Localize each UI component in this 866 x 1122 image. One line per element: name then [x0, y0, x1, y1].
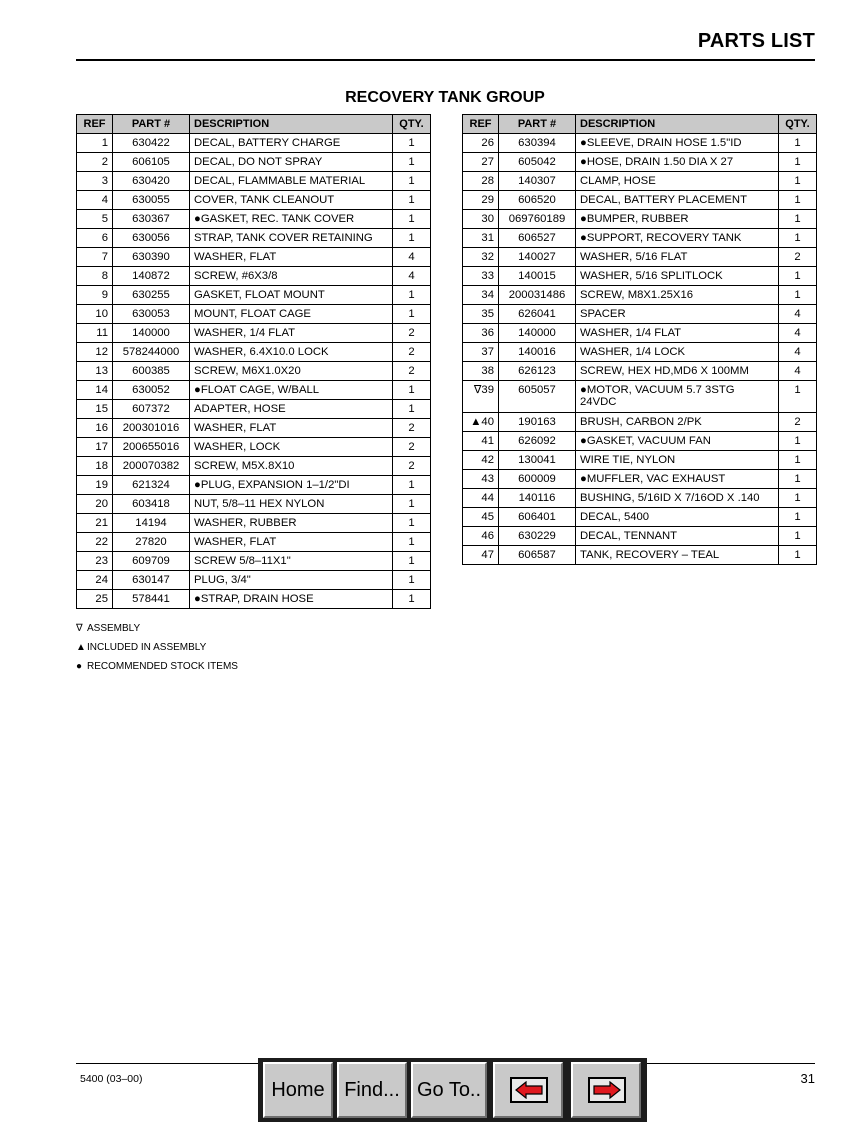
- doc-code: 5400 (03–00): [80, 1073, 143, 1085]
- description-cell: DECAL, 5400: [576, 508, 779, 527]
- qty-cell: 1: [779, 508, 817, 527]
- qty-cell: 1: [779, 470, 817, 489]
- ref-cell: 7: [77, 248, 113, 267]
- table-row: [463, 210, 817, 229]
- ref-cell: 17: [77, 438, 113, 457]
- description-cell: SCREW, M5X.8X10: [190, 457, 393, 476]
- ref-cell: ▲40: [463, 413, 499, 432]
- qty-cell: 1: [393, 381, 431, 400]
- qty-cell: 1: [779, 489, 817, 508]
- qty-cell: 2: [779, 413, 817, 432]
- description-cell: WASHER, 1/4 FLAT: [576, 324, 779, 343]
- qty-cell: 1: [779, 546, 817, 565]
- table-row: [463, 305, 817, 324]
- table-row: [463, 267, 817, 286]
- description-cell: ●MOTOR, VACUUM 5.7 3STG 24VDC: [576, 381, 779, 413]
- ref-cell: 36: [463, 324, 499, 343]
- description-cell: ●HOSE, DRAIN 1.50 DIA X 27: [576, 153, 779, 172]
- part-number-cell: 606401: [499, 508, 576, 527]
- part-number-cell: 578244000: [113, 343, 190, 362]
- table-row: [77, 134, 431, 153]
- qty-cell: 4: [779, 305, 817, 324]
- description-cell: SCREW, #6X3/8: [190, 267, 393, 286]
- qty-cell: 1: [779, 451, 817, 470]
- ref-cell: 24: [77, 571, 113, 590]
- description-cell: ●PLUG, EXPANSION 1–1/2"DI: [190, 476, 393, 495]
- description-cell: WASHER, 5/16 FLAT: [576, 248, 779, 267]
- ref-cell: 30: [463, 210, 499, 229]
- description-cell: ●MUFFLER, VAC EXHAUST: [576, 470, 779, 489]
- ref-cell: 28: [463, 172, 499, 191]
- table-row: [463, 432, 817, 451]
- legend-text: ASSEMBLY: [87, 623, 141, 634]
- table-row: [77, 153, 431, 172]
- stock-symbol: ●: [76, 661, 83, 672]
- description-cell: WASHER, RUBBER: [190, 514, 393, 533]
- table-row: [463, 527, 817, 546]
- part-number-cell: 606520: [499, 191, 576, 210]
- qty-cell: 1: [779, 527, 817, 546]
- table-row: [77, 590, 431, 609]
- part-number-cell: 607372: [113, 400, 190, 419]
- ref-cell: 44: [463, 489, 499, 508]
- part-number-cell: 130041: [499, 451, 576, 470]
- ref-cell: 29: [463, 191, 499, 210]
- qty-cell: 1: [393, 476, 431, 495]
- qty-cell: 4: [779, 362, 817, 381]
- description-cell: GASKET, FLOAT MOUNT: [190, 286, 393, 305]
- ref-cell: 6: [77, 229, 113, 248]
- ref-cell: 27: [463, 153, 499, 172]
- description-cell: MOUNT, FLOAT CAGE: [190, 305, 393, 324]
- qty-cell: 1: [779, 153, 817, 172]
- part-number-cell: 190163: [499, 413, 576, 432]
- part-number-cell: 630055: [113, 191, 190, 210]
- qty-cell: 1: [779, 286, 817, 305]
- table-row: [77, 381, 431, 400]
- part-number-cell: 069760189: [499, 210, 576, 229]
- description-cell: SCREW, HEX HD,MD6 X 100MM: [576, 362, 779, 381]
- ref-cell: 11: [77, 324, 113, 343]
- previous-page-button[interactable]: [493, 1062, 563, 1118]
- home-button[interactable]: Home: [263, 1062, 333, 1118]
- part-number-cell: 606587: [499, 546, 576, 565]
- col-ref: REF: [463, 115, 499, 134]
- description-cell: WIRE TIE, NYLON: [576, 451, 779, 470]
- ref-cell: 42: [463, 451, 499, 470]
- table-row: [463, 381, 817, 413]
- header-rule: [76, 59, 815, 61]
- qty-cell: 1: [393, 191, 431, 210]
- ref-cell: 4: [77, 191, 113, 210]
- qty-cell: 1: [393, 153, 431, 172]
- ref-cell: 15: [77, 400, 113, 419]
- legend-text: INCLUDED IN ASSEMBLY: [87, 642, 207, 653]
- part-number-cell: 609709: [113, 552, 190, 571]
- table-row: [463, 508, 817, 527]
- ref-cell: 2: [77, 153, 113, 172]
- parts-table-right: [462, 114, 817, 565]
- part-number-cell: 578441: [113, 590, 190, 609]
- table-row: [463, 470, 817, 489]
- table-row: [463, 134, 817, 153]
- left-arrow-icon: [510, 1077, 548, 1103]
- table-row: [77, 571, 431, 590]
- qty-cell: 1: [779, 267, 817, 286]
- legend-text: RECOMMENDED STOCK ITEMS: [87, 661, 238, 672]
- part-number-cell: 630420: [113, 172, 190, 191]
- qty-cell: 1: [393, 172, 431, 191]
- included-symbol: ▲: [76, 642, 86, 653]
- find-button[interactable]: Find...: [337, 1062, 407, 1118]
- description-cell: SCREW 5/8–11X1": [190, 552, 393, 571]
- table-row: [77, 248, 431, 267]
- col-part: PART #: [499, 115, 576, 134]
- part-number-cell: 630367: [113, 210, 190, 229]
- part-number-cell: 605042: [499, 153, 576, 172]
- part-number-cell: 600009: [499, 470, 576, 489]
- ref-cell: 10: [77, 305, 113, 324]
- part-number-cell: 14194: [113, 514, 190, 533]
- description-cell: WASHER, LOCK: [190, 438, 393, 457]
- description-cell: CLAMP, HOSE: [576, 172, 779, 191]
- table-row: [77, 267, 431, 286]
- ref-cell: 38: [463, 362, 499, 381]
- qty-cell: 1: [779, 210, 817, 229]
- part-number-cell: 200655016: [113, 438, 190, 457]
- table-row: [463, 343, 817, 362]
- table-row: [463, 324, 817, 343]
- table-row: [463, 546, 817, 565]
- table-row: [77, 324, 431, 343]
- qty-cell: 2: [393, 343, 431, 362]
- qty-cell: 4: [393, 248, 431, 267]
- ref-cell: 35: [463, 305, 499, 324]
- table-row: [77, 495, 431, 514]
- description-cell: COVER, TANK CLEANOUT: [190, 191, 393, 210]
- table-row: [463, 191, 817, 210]
- table-row: [463, 362, 817, 381]
- description-cell: DECAL, DO NOT SPRAY: [190, 153, 393, 172]
- qty-cell: 1: [393, 229, 431, 248]
- ref-cell: 23: [77, 552, 113, 571]
- description-cell: DECAL, BATTERY CHARGE: [190, 134, 393, 153]
- description-cell: WASHER, FLAT: [190, 248, 393, 267]
- description-cell: ●SLEEVE, DRAIN HOSE 1.5"ID: [576, 134, 779, 153]
- description-cell: ●SUPPORT, RECOVERY TANK: [576, 229, 779, 248]
- ref-cell: 20: [77, 495, 113, 514]
- page-title: PARTS LIST: [697, 30, 815, 52]
- qty-cell: 2: [393, 362, 431, 381]
- qty-cell: 1: [393, 495, 431, 514]
- description-cell: DECAL, FLAMMABLE MATERIAL: [190, 172, 393, 191]
- page-number: 31: [800, 1071, 815, 1086]
- qty-cell: 1: [779, 191, 817, 210]
- table-row: [77, 229, 431, 248]
- table-row: [463, 172, 817, 191]
- qty-cell: 1: [393, 400, 431, 419]
- qty-cell: 1: [779, 381, 817, 413]
- table-row: [77, 419, 431, 438]
- part-number-cell: 626123: [499, 362, 576, 381]
- part-number-cell: 626041: [499, 305, 576, 324]
- col-qty: QTY.: [779, 115, 817, 134]
- ref-cell: 43: [463, 470, 499, 489]
- description-cell: ●STRAP, DRAIN HOSE: [190, 590, 393, 609]
- ref-cell: 26: [463, 134, 499, 153]
- part-number-cell: 200070382: [113, 457, 190, 476]
- ref-cell: 34: [463, 286, 499, 305]
- part-number-cell: 603418: [113, 495, 190, 514]
- qty-cell: 1: [393, 514, 431, 533]
- table-row: [77, 343, 431, 362]
- qty-cell: 1: [779, 134, 817, 153]
- qty-cell: 1: [393, 134, 431, 153]
- table-row: [463, 229, 817, 248]
- ref-cell: 19: [77, 476, 113, 495]
- part-number-cell: 630394: [499, 134, 576, 153]
- part-number-cell: 630390: [113, 248, 190, 267]
- col-description: DESCRIPTION: [190, 115, 393, 134]
- qty-cell: 1: [393, 571, 431, 590]
- qty-cell: 2: [393, 324, 431, 343]
- qty-cell: 2: [393, 438, 431, 457]
- col-part: PART #: [113, 115, 190, 134]
- ref-cell: 14: [77, 381, 113, 400]
- qty-cell: 1: [779, 229, 817, 248]
- table-row: [77, 210, 431, 229]
- table-row: [77, 286, 431, 305]
- col-qty: QTY.: [393, 115, 431, 134]
- part-number-cell: 27820: [113, 533, 190, 552]
- part-number-cell: 140027: [499, 248, 576, 267]
- next-page-button[interactable]: [571, 1062, 641, 1118]
- table-row: [77, 191, 431, 210]
- description-cell: WASHER, FLAT: [190, 419, 393, 438]
- description-cell: NUT, 5/8–11 HEX NYLON: [190, 495, 393, 514]
- table-row: [77, 172, 431, 191]
- part-number-cell: 600385: [113, 362, 190, 381]
- goto-button[interactable]: Go To..: [411, 1062, 487, 1118]
- qty-cell: 4: [779, 343, 817, 362]
- part-number-cell: 140000: [499, 324, 576, 343]
- parts-table-left: [76, 114, 431, 609]
- table-row: [77, 533, 431, 552]
- legend: [76, 619, 238, 676]
- table-row: [77, 514, 431, 533]
- description-cell: TANK, RECOVERY – TEAL: [576, 546, 779, 565]
- ref-cell: 46: [463, 527, 499, 546]
- part-number-cell: 140116: [499, 489, 576, 508]
- right-arrow-icon: [588, 1077, 626, 1103]
- description-cell: PLUG, 3/4": [190, 571, 393, 590]
- group-title: RECOVERY TANK GROUP: [345, 89, 545, 106]
- part-number-cell: 630229: [499, 527, 576, 546]
- table-row: [463, 489, 817, 508]
- qty-cell: 1: [393, 533, 431, 552]
- part-number-cell: 140016: [499, 343, 576, 362]
- description-cell: ●GASKET, VACUUM FAN: [576, 432, 779, 451]
- ref-cell: 12: [77, 343, 113, 362]
- table-row: [77, 362, 431, 381]
- part-number-cell: 630053: [113, 305, 190, 324]
- legend-item-stock: [76, 657, 238, 676]
- ref-cell: 18: [77, 457, 113, 476]
- description-cell: BRUSH, CARBON 2/PK: [576, 413, 779, 432]
- ref-cell: ∇39: [463, 381, 499, 413]
- ref-cell: 9: [77, 286, 113, 305]
- description-cell: ●BUMPER, RUBBER: [576, 210, 779, 229]
- ref-cell: 8: [77, 267, 113, 286]
- table-row: [77, 457, 431, 476]
- table-row: [463, 451, 817, 470]
- table-row: [77, 400, 431, 419]
- table-row: [77, 552, 431, 571]
- qty-cell: 2: [393, 419, 431, 438]
- table-row: [463, 286, 817, 305]
- part-number-cell: 140872: [113, 267, 190, 286]
- description-cell: DECAL, BATTERY PLACEMENT: [576, 191, 779, 210]
- description-cell: SPACER: [576, 305, 779, 324]
- description-cell: WASHER, 1/4 FLAT: [190, 324, 393, 343]
- ref-cell: 45: [463, 508, 499, 527]
- part-number-cell: 140000: [113, 324, 190, 343]
- ref-cell: 41: [463, 432, 499, 451]
- part-number-cell: 140015: [499, 267, 576, 286]
- ref-cell: 22: [77, 533, 113, 552]
- qty-cell: 1: [393, 552, 431, 571]
- part-number-cell: 630147: [113, 571, 190, 590]
- table-header-row: [77, 115, 431, 134]
- part-number-cell: 630056: [113, 229, 190, 248]
- navigation-bar: [258, 1058, 647, 1122]
- qty-cell: 1: [393, 305, 431, 324]
- description-cell: ADAPTER, HOSE: [190, 400, 393, 419]
- qty-cell: 4: [393, 267, 431, 286]
- ref-cell: 1: [77, 134, 113, 153]
- part-number-cell: 621324: [113, 476, 190, 495]
- description-cell: SCREW, M6X1.0X20: [190, 362, 393, 381]
- qty-cell: 1: [779, 432, 817, 451]
- part-number-cell: 140307: [499, 172, 576, 191]
- part-number-cell: 200031486: [499, 286, 576, 305]
- description-cell: SCREW, M8X1.25X16: [576, 286, 779, 305]
- description-cell: DECAL, TENNANT: [576, 527, 779, 546]
- table-row: [77, 438, 431, 457]
- description-cell: STRAP, TANK COVER RETAINING: [190, 229, 393, 248]
- ref-cell: 32: [463, 248, 499, 267]
- description-cell: ●GASKET, REC. TANK COVER: [190, 210, 393, 229]
- qty-cell: 2: [393, 457, 431, 476]
- table-row: [463, 413, 817, 432]
- part-number-cell: 626092: [499, 432, 576, 451]
- col-ref: REF: [77, 115, 113, 134]
- qty-cell: 1: [393, 286, 431, 305]
- description-cell: WASHER, 6.4X10.0 LOCK: [190, 343, 393, 362]
- ref-cell: 33: [463, 267, 499, 286]
- assembly-symbol: ∇: [76, 623, 83, 634]
- description-cell: BUSHING, 5/16ID X 7/16OD X .140: [576, 489, 779, 508]
- qty-cell: 1: [393, 210, 431, 229]
- part-number-cell: 606105: [113, 153, 190, 172]
- table-row: [77, 305, 431, 324]
- table-row: [463, 248, 817, 267]
- part-number-cell: 605057: [499, 381, 576, 413]
- description-cell: ●FLOAT CAGE, W/BALL: [190, 381, 393, 400]
- ref-cell: 37: [463, 343, 499, 362]
- ref-cell: 16: [77, 419, 113, 438]
- part-number-cell: 606527: [499, 229, 576, 248]
- legend-item-included: [76, 638, 238, 657]
- qty-cell: 2: [779, 248, 817, 267]
- table-header-row: [463, 115, 817, 134]
- description-cell: WASHER, 5/16 SPLITLOCK: [576, 267, 779, 286]
- ref-cell: 5: [77, 210, 113, 229]
- table-row: [77, 476, 431, 495]
- ref-cell: 3: [77, 172, 113, 191]
- part-number-cell: 630255: [113, 286, 190, 305]
- qty-cell: 4: [779, 324, 817, 343]
- legend-item-assembly: [76, 619, 238, 638]
- table-row: [463, 153, 817, 172]
- ref-cell: 31: [463, 229, 499, 248]
- part-number-cell: 630052: [113, 381, 190, 400]
- ref-cell: 47: [463, 546, 499, 565]
- ref-cell: 25: [77, 590, 113, 609]
- qty-cell: 1: [779, 172, 817, 191]
- qty-cell: 1: [393, 590, 431, 609]
- description-cell: WASHER, 1/4 LOCK: [576, 343, 779, 362]
- ref-cell: 21: [77, 514, 113, 533]
- ref-cell: 13: [77, 362, 113, 381]
- description-cell: WASHER, FLAT: [190, 533, 393, 552]
- part-number-cell: 630422: [113, 134, 190, 153]
- col-description: DESCRIPTION: [576, 115, 779, 134]
- part-number-cell: 200301016: [113, 419, 190, 438]
